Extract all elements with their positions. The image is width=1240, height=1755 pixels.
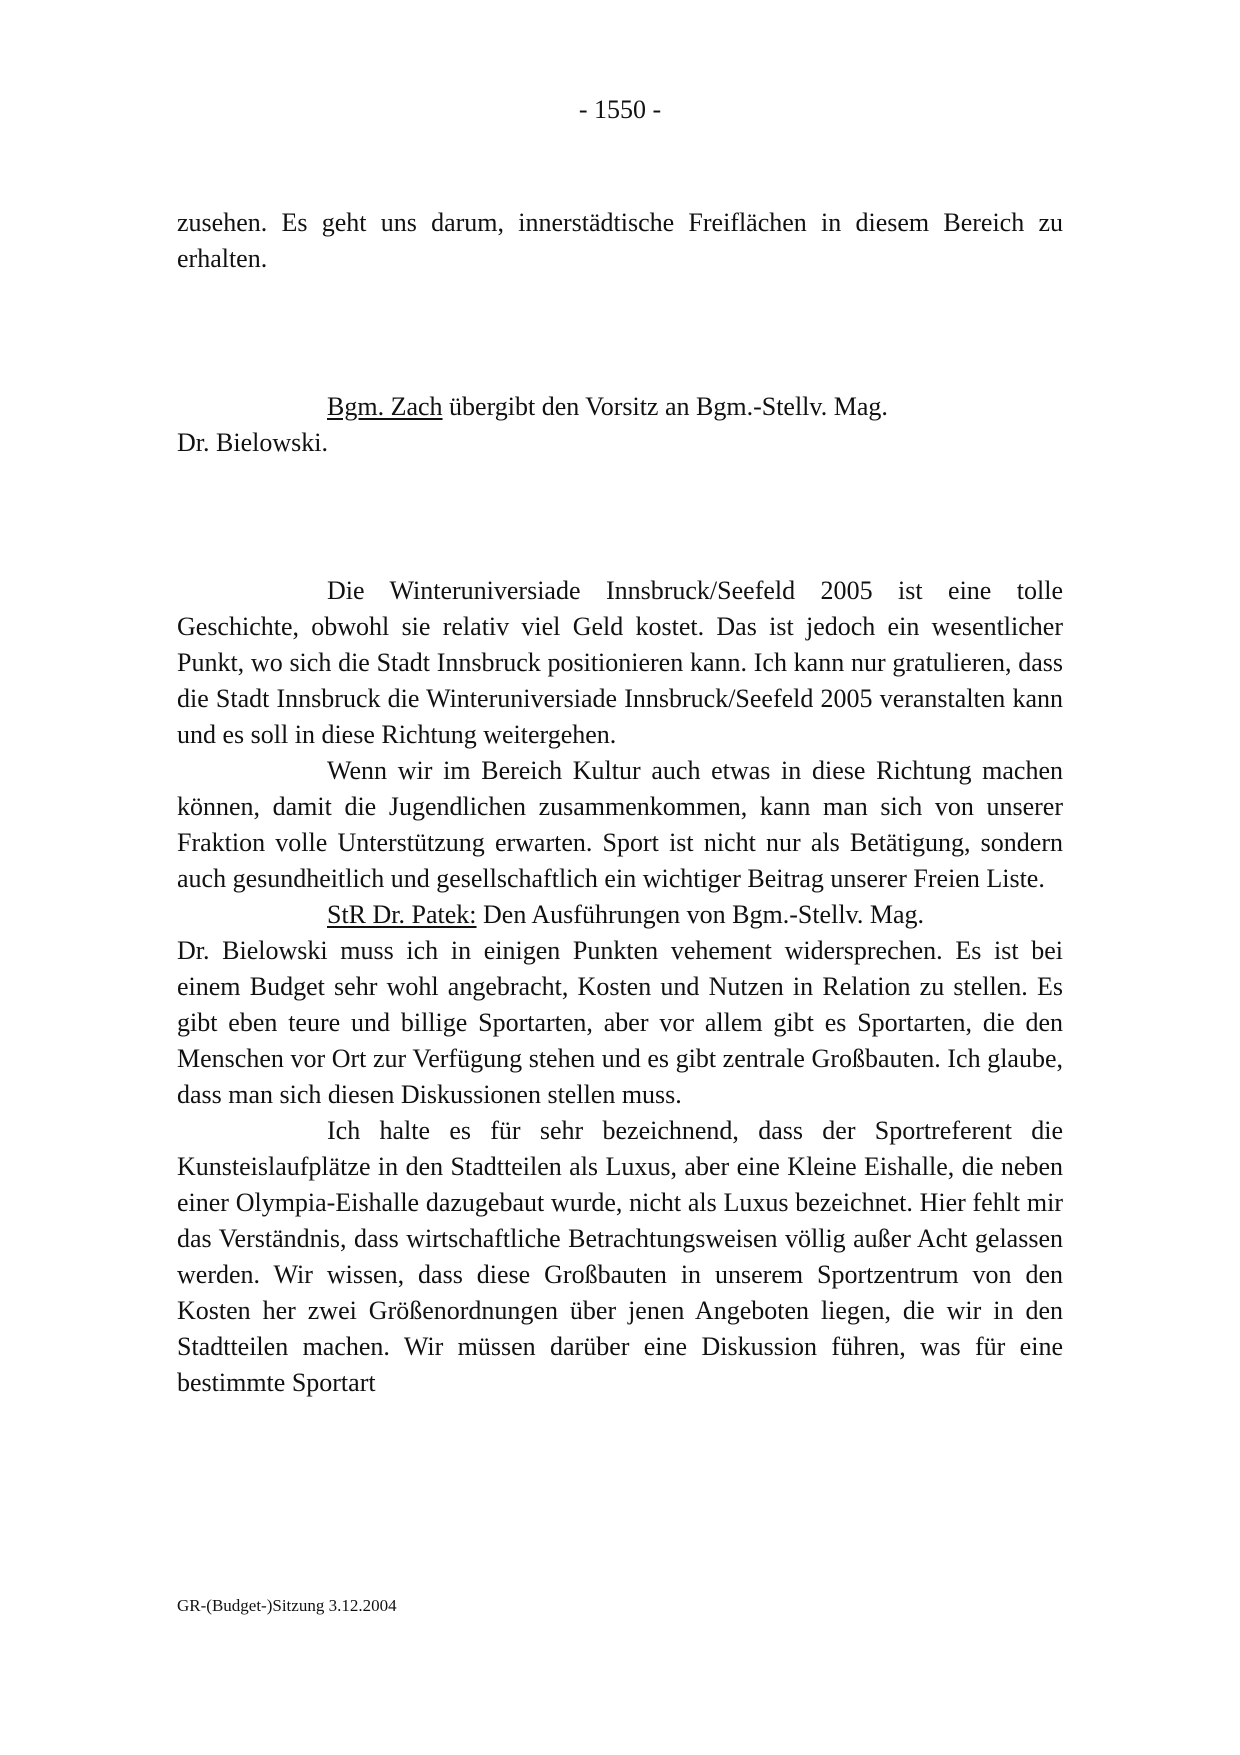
speaker-name: Bgm. Zach — [327, 392, 443, 421]
page-footer: GR-(Budget-)Sitzung 3.12.2004 — [177, 1596, 397, 1615]
chair-handover-text: übergibt den Vorsitz an Bgm.-Stellv. Mag. — [442, 392, 888, 421]
paragraph-patek — [177, 897, 1063, 1113]
document-body — [177, 205, 1063, 1401]
page-number: - 1550 - — [578, 95, 662, 124]
patek-body: Dr. Bielowski muss ich in einigen Punkten vehement widersprechen. Es ist bei einem Budget sehr wohl angebracht, Kosten und Nutzen in Relation zu stellen. Es gibt eben teure und billige Sportarten, aber vor allem gibt es Sportarten, die den Menschen vor Ort zur Verfügung stehen und es gibt zentrale Großbauten. Ich glaube, dass man sich diesen Diskussionen stellen muss. — [177, 936, 1063, 1109]
paragraph-chair-handover — [177, 389, 1063, 461]
patek-first-line-text: Den Ausführungen von Bgm.-Stellv. Mag. — [476, 900, 925, 929]
paragraph-kultur: Wenn wir im Bereich Kultur auch etwas in diese Richtung machen können, damit die Jugendlichen zusammenkommen, kann man sich von unserer Fraktion volle Unterstützung erwarten. Sport ist nicht nur als Betätigung, sondern auch gesundheitlich und gesellschaftlich ein wichtiger Beitrag unserer Freien Liste. — [177, 756, 1063, 893]
chair-handover-line — [177, 389, 1063, 425]
paragraph-continuation: zusehen. Es geht uns darum, innerstädtische Freiflächen in diesem Bereich zu erhalten. — [177, 208, 1063, 273]
patek-first-line — [177, 897, 1063, 933]
speaker-name: StR Dr. Patek: — [327, 900, 477, 929]
paragraph-sportreferent: Ich halte es für sehr bezeichnend, dass der Sportreferent die Kunsteislaufplätze in den Stadtteilen als Luxus, aber eine Kleine Eishalle, die neben einer Olympia-Eishalle dazugebaut wurde, nicht als Luxus bezeichnet. Hier fehlt mir das Verständnis, dass wirtschaftliche Betrachtungsweisen völlig außer Acht gelassen werden. Wir wissen, dass diese Großbauten in unserem Sportzentrum von den Kosten her zwei Größenordnungen über jenen Angeboten liegen, die wir in den Stadtteilen machen. Wir müssen darüber eine Diskussion führen, was für eine bestimmte Sportart — [177, 1116, 1063, 1397]
chair-handover-name: Dr. Bielowski. — [177, 428, 328, 457]
paragraph-winteruniversiade: Die Winteruniversiade Innsbruck/Seefeld 2005 ist eine tolle Geschichte, obwohl sie relativ viel Geld kostet. Das ist jedoch ein wesentlicher Punkt, wo sich die Stadt Innsbruck positionieren kann. Ich kann nur gratulieren, dass die Stadt Innsbruck die Winteruniversiade Innsbruck/Seefeld 2005 veranstalten kann und es soll in diese Richtung weitergehen. — [177, 576, 1063, 749]
